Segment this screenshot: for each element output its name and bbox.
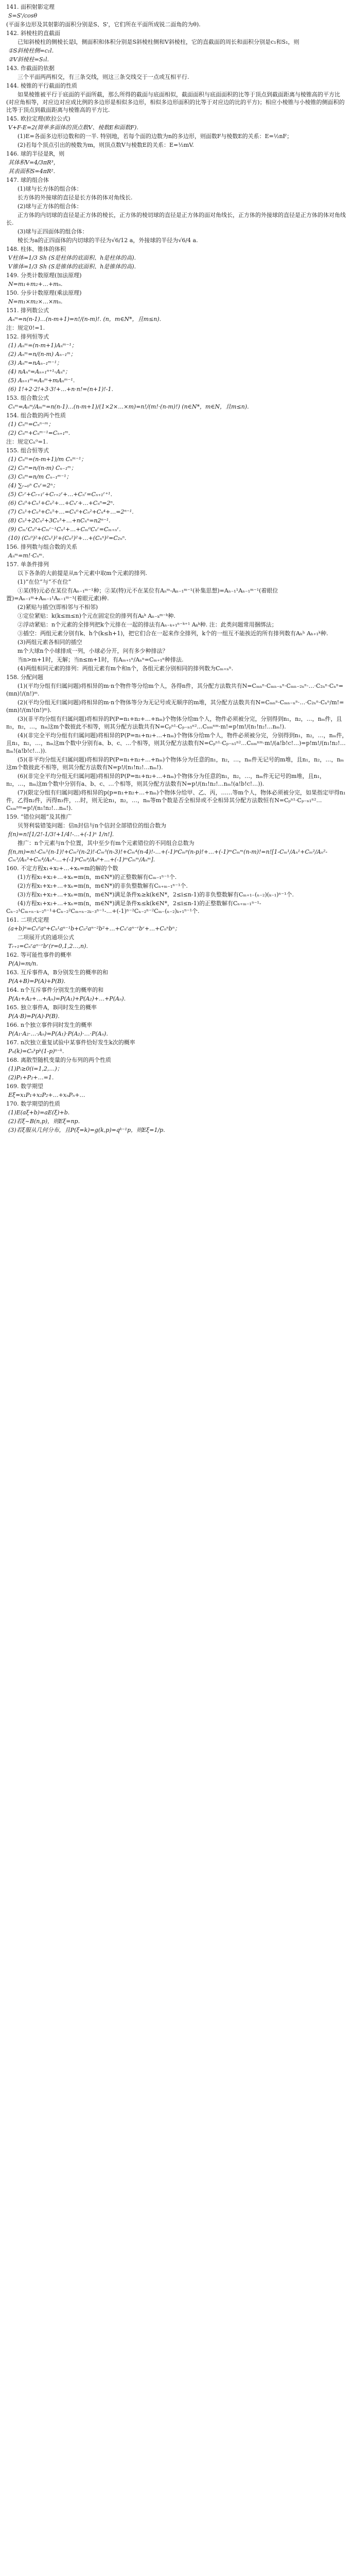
heading-170: 170. 数学期望的性质 <box>6 1100 60 1107</box>
formula-155-7: (7) Cₙ¹+Cₙ³+Cₙ⁵+…=Cₙ⁰+Cₙ²+Cₙ⁴+…=2ⁿ⁻¹. <box>8 509 134 515</box>
heading-164: 164. n个互斥事件分别发生的概率的和 <box>6 987 104 993</box>
formula-155-3: (3) Cₙᵐ=n/m Cₙ₋₁ᵐ⁻¹； <box>8 473 72 480</box>
formula-152-3: (3) Aₙᵐ=nAₙ₋₁ᵐ⁻¹； <box>8 360 63 366</box>
heading-166: 166. n个独立事件同时发生的概率 <box>6 1022 93 1028</box>
formula-167: Pₙ(k)=Cₙᵏpᵏ(1-p)ⁿ⁻ᵏ. <box>8 1048 64 1055</box>
formula-146-2: 其表面积S=4πR². <box>8 168 56 175</box>
formula-170-3: (3)若ξ服从几何分布，且P(ξ=k)=g(k,p)=qᵏ⁻¹p，则Eξ=1/p. <box>8 1127 165 1133</box>
text-147-2: (2)球与正方体的组合体： <box>17 203 82 210</box>
text-160-2: (2)方程x₁+x₂+…+xₙ=m(n，m∈N*)的非负整数解有Cₙ₊ₘ₋₁ⁿ⁻¹个. <box>17 883 188 889</box>
text-157-3b: 当n>m+1时，无解；当n≤m+1时，有Aₘ₊₁ⁿ/Aₙⁿ=Cₘ₊₁ⁿ种排法. <box>17 656 184 663</box>
heading-144: 144. 棱锥的平行截面的性质 <box>6 82 77 89</box>
heading-161: 161. 二项式定理 <box>6 917 49 923</box>
text-157-2c: ③插空：两组元素分别有k、h个(k≤h+1)，把它们合在一起来作全排列，k个的一组互不能挨近的所有排列数有Aₕʰ Aₕ₊₁ᵏ种. <box>17 630 328 637</box>
text-142: 已知斜棱柱的侧棱长是l，侧面积和体积分别是S斜棱柱侧和V斜棱柱，它的直截面的周长和面积分别是c₁和S₁，则 <box>17 39 299 45</box>
heading-148: 148. 柱体、锥体的体积 <box>6 246 66 252</box>
formula-151: Aₙᵐ=n(n-1)…(n-m+1)=n!/(n-m)!. (n，m∈N*，且m≤n). <box>8 316 162 323</box>
formula-164: P(A₁+A₂+…+Aₙ)=P(A₁)+P(A₂)+…+P(Aₙ). <box>8 995 126 1002</box>
formula-168-2: (2)P₁+P₂+…=1. <box>8 1074 54 1081</box>
formula-152-6: (6) 1!+2·2!+3·3!+…+n·n!=(n+1)!-1. <box>8 386 114 393</box>
text-158-3: (3)(非平均分组有归属问题)将相异的P(P=n₁+n₂+…+nₘ)个物体分给m个人，物件必须被分完，分别得到n₁，n₂，…，nₘ件，且n₁，n₂，…，nₘ这m个数彼此不相等，则其分配方法数共有N=Cₚⁿ¹·Cₚ₋ₙ₁ⁿ²…Cₙₘⁿᵐ·m!=p!m!/(n₁!n₂!…nₘ!). <box>6 716 342 730</box>
text-147-3b: 棱长为a的正四面体的内切球的半径为√6/12 a，外接球的半径为√6/4 a. <box>17 237 198 244</box>
formula-156: Aₙᵐ=m!·Cₙᵐ. <box>8 552 44 559</box>
text-157-3: (3)两组元素各相同的插空 <box>17 639 82 646</box>
text-157-1a: ①某(特)元必在某位有Aₙ₋₁ᵐ⁻¹种；②某(特)元不在某位有Aₙᵐ-Aₙ₋₁ᵐ⁻¹(补集思想)=Aₙ₋₁¹Aₙ₋₁ᵐ⁻¹(着眼位置)=Aₙ₋₁ᵐ+Aₘ₋₁¹Aₙ₋₁ᵐ⁻¹(着眼元素)种. <box>6 587 278 602</box>
text-157: 以下各条的大前提是从n个元素中取m个元素的排列. <box>17 570 148 577</box>
formula-155-10: (10) (Cₙ⁰)²+(Cₙ¹)²+(Cₙ²)²+…+(Cₙⁿ)²=C₂ₙⁿ. <box>8 535 127 541</box>
formula-154-2: (2) Cₙᵐ+Cₙᵐ⁻¹=Cₙ₊₁ᵐ. <box>8 430 70 436</box>
formula-163: P(A+B)=P(A)+P(B). <box>8 978 66 985</box>
formula-154-1: (1) Cₙᵐ=Cₙⁿ⁻ᵐ； <box>8 421 54 428</box>
heading-169: 169. 数学期望 <box>6 1083 43 1090</box>
text-157-1: (1)“在位”与“不在位” <box>17 579 72 585</box>
formula-148-1: V柱体=1/3 Sh (S是柱体的底面积、h是柱体的高). <box>8 255 136 261</box>
heading-151: 151. 排列数公式 <box>6 307 49 314</box>
heading-158: 158. 分配问题 <box>6 674 43 681</box>
heading-165: 165. 独立事件A，B同时发生的概率 <box>6 1004 97 1011</box>
text-158-7: (7)(限定分组有归属问题)将相异的p(p=n₁+n₂+…+nₘ)个物体分给甲、乙、丙，……等m个人，物体必须被分完，如果指定甲得n₁件，乙得n₂件，丙得n₃件，…时，则无论n₁，n₂，…，nₘ等m个数是否全相异或不全相异其分配方法数恒有N=Cₚⁿ¹·Cₚ₋ₙ₁ⁿ²…Cₙₘⁿᵐ=p!/(n₁!n₂!…nₘ!). <box>6 789 346 811</box>
formula-155-6: (6) Cₙ⁰+Cₙ¹+Cₙ²+…+Cₙʳ+…+Cₙⁿ=2ⁿ. <box>8 500 115 506</box>
heading-141: 141. 面积射影定理 <box>6 4 55 10</box>
text-144: 如果棱锥被平行于底面的平面所截，那么所得的截面与底面相似，截面面积与底面面积的比等于顶点到截面距离与棱锥高的平方比(对应角相等，对应边对应成比例的多边形是相似多边形，相似多边形面积的比等于对应边的比的平方)；相应小棱锥与小棱锥的侧面积的比等于顶点到截面距离与棱锥高的平方比. <box>6 91 345 113</box>
formula-155-4: (4) ∑ᵣ₌₀ⁿ Cₙʳ=2ⁿ； <box>8 482 59 489</box>
text-145-1: (1)E=各面多边形边数和的一半. 特别地，若每个面的边数为n的多边形，则面数F与棱数E的关系：E=½nF； <box>17 133 293 140</box>
text-141: (平面多边形及其射影的面积分别是S、S'，它们所在平面所成锐二面角的为θ). <box>6 21 201 28</box>
heading-155: 155. 组合恒等式 <box>6 447 49 454</box>
text-161: 二项展开式的通项公式 <box>17 934 74 941</box>
text-158-2: (2)(平均分组无归属问题)将相异的m·n个物体等分为无记号或无顺序的m堆，其分配方法数共有N=Cₘₙⁿ·Cₘₙ₋ₙⁿ·…·C₂ₙⁿ·Cₙⁿ/m!=(mn)!/(m!(n!)ᵐ). <box>6 699 344 714</box>
text-157-4: (4)两组相同元素的排列：两组元素有m个和n个，各组元素分别相同的排列数为Cₘ₊ₙⁿ. <box>17 665 234 672</box>
heading-160: 160. 不定方程x₁+x₂+…+xₙ=m的解的个数 <box>6 865 118 872</box>
formula-152-4: (4) nAₙⁿ=Aₙ₊₁ⁿ⁺¹-Aₙⁿ； <box>8 368 71 375</box>
text-157-2: (2)紧贴与插空(即相邻与不相邻) <box>17 604 98 611</box>
text-145-2: (2)若每个顶点引出的棱数为m，则顶点数V与棱数E的关系：E=½mV. <box>17 142 194 148</box>
text-147-3: (3)球与正四面体的组合体： <box>17 228 88 235</box>
formula-149: N=m₁+m₂+…+mₙ. <box>8 281 63 287</box>
heading-147: 147. 球的组合体 <box>6 177 49 183</box>
formula-169: Eξ=x₁P₁+x₂P₂+…+xₙPₙ+… <box>8 1092 85 1098</box>
heading-153: 153. 组合数公式 <box>6 395 49 401</box>
heading-154: 154. 组合数的两个性质 <box>6 412 66 419</box>
text-160-4: (4)方程x₁+x₂+…+xₙ=m(n，m∈N*)满足条件xᵢ≤k(k∈N*，2≤i≤n-1)的正整数解有Cₙ₊ₘ₋₁ⁿ⁻¹-Cₙ₋₂¹Cₘ₊ₙ₋ₖ₋₂ⁿ⁻¹+Cₙ₋₂²Cₘ₊ₙ₋₂ₖ₋₃ⁿ⁻¹-…+(-1)ⁿ⁻²Cₙ₋₂ⁿ⁻²Cₘ₋(ₙ₋₂)ₖ₊₁ⁿ⁻¹个. <box>6 900 261 914</box>
formula-153: Cₙᵐ=Aₙᵐ/Aₘᵐ=n(n-1)…(n-m+1)/(1×2×…×m)=n!/(m!·(n-m)!) (n∈N*，m∈N，且m≤n). <box>8 403 249 410</box>
formula-159-1: f(n)=n![1/2!-1/3!+1/4!-…+(-1)ⁿ 1/n!]. <box>8 831 114 838</box>
text-147-1: (1)球与长方体的组合体： <box>17 185 82 192</box>
formula-170-1: (1)E(aξ+b)=aE(ξ)+b. <box>8 1109 70 1116</box>
text-158-6: (6)(非完全平均分组无归属问题)将相异的P(P=n₁+n₂+…+nₘ)个物体分为任意的n₁，n₂，…，nₘ件无记号的m堆，且n₁，n₂，…，nₘ这m个数中分别有a、b、c、…个相等，则其分配方法数有N=p!/(n₁!n₂!…nₘ!(a!b!c!…)). <box>6 773 325 787</box>
note-154: 注：规定Cₙ⁰=1. <box>6 438 48 445</box>
heading-159: 159. “错位问题”及其推广 <box>6 814 72 820</box>
formula-161-2: Tᵣ₊₁=Cₙʳaⁿ⁻ʳbʳ(r=0,1,2…,n). <box>8 943 88 950</box>
formula-142-2: ②V斜棱柱=S₁l. <box>8 56 49 63</box>
heading-162: 162. 等可能性事件的概率 <box>6 952 72 958</box>
heading-167: 167. n次独立重复试验中某事件恰好发生k次的概率 <box>6 1039 135 1046</box>
formula-142-1: ①S斜棱柱侧=c₁l. <box>8 47 54 54</box>
heading-150: 150. 分步计数原理(乘法原理) <box>6 290 82 296</box>
text-157-2b: ②浮动紧贴：n个元素的全排列把k个元排在一起的排法有Aₙ₋ₖ₊₁ⁿ⁻ᵏ⁺¹ Aₖᵏ种. 注：此类问题常用捆绑法； <box>17 621 277 628</box>
formula-148-2: V锥体=1/3 Sh (S是锥体的底面积、h是锥体的高). <box>8 263 136 270</box>
text-158-1: (1)(平均分组有归属问题)将相异的m·n个物件等分给m个人，各得n件，其分配方法数共有N=Cₘₙⁿ·Cₘₙ₋ₙⁿ·Cₘₙ₋₂ₙⁿ·…·C₂ₙⁿ·Cₙⁿ=(mn)!/(n!)ᵐ. <box>6 683 344 697</box>
heading-143: 143. 作截面的依据 <box>6 65 55 72</box>
heading-149: 149. 分类计数原理(加法原理) <box>6 272 82 279</box>
heading-152: 152. 排列恒等式 <box>6 333 49 340</box>
formula-152-2: (2) Aₙᵐ=n/(n-m) Aₙ₋₁ᵐ； <box>8 351 76 358</box>
formula-168-1: (1)Pᵢ≥0(i=1,2,…)； <box>8 1065 63 1072</box>
formula-141: S=S'/cosθ <box>8 12 38 19</box>
formula-166: P(A₁·A₂·…·Aₙ)=P(A₁)·P(A₂)·…·P(Aₙ). <box>8 1030 108 1037</box>
formula-145: V+F-E=2(简单多面体的顶点数V、棱数E和面数F). <box>8 124 138 131</box>
heading-156: 156. 排列数与组合数的关系 <box>6 544 77 550</box>
heading-163: 163. 互斥事件A，B分别发生的概率的和 <box>6 969 109 976</box>
text-157-3a: m个大球n个小球排成一列，小球必分开，问有多少种排法？ <box>17 648 168 654</box>
heading-168: 168. 离散型随机变量的分布列的两个性质 <box>6 1057 111 1063</box>
formula-150: N=m₁×m₂×…×mₙ. <box>8 298 63 305</box>
text-159-2: 推广：n个元素与n个位置，其中至少有m个元素错位的不同组合总数为 <box>17 840 195 846</box>
formula-155-1: (1) Cₙᵐ=(n-m+1)/m Cₙᵐ⁻¹； <box>8 456 87 463</box>
formula-159-2: f(n,m)=n!-Cₘ¹(n-1)!+Cₘ²(n-2)!-Cₘ³(n-3)!+Cₘ⁴(n-4)!-…+(-1)ᵖCₘᵖ(n-p)!+…+(-1)ᵐCₘᵐ(n-m)!=n![1-Cₘ¹/Aₙ¹+Cₘ²/Aₙ²-Cₘ³/Aₙ³+Cₘ⁴/Aₙ⁴-…+(-1)ᵖCₘᵖ/Aₙᵖ+…+(-1)ᵐCₘᵐ/Aₙᵐ]. <box>8 849 328 863</box>
heading-145: 145. 欧拉定理(欧拉公式) <box>6 115 70 122</box>
formula-161: (a+b)ⁿ=Cₙ⁰aⁿ+Cₙ¹aⁿ⁻¹b+Cₙ²aⁿ⁻²b²+…+Cₙʳaⁿ⁻ʳbʳ+…+Cₙⁿbⁿ； <box>8 925 181 932</box>
text-147-1b: 长方体的外接球的直径是长方体的体对角线长. <box>17 194 133 201</box>
text-157-2a: ①定位紧贴：k(k≤m≤n)个元在固定位的排列有Aₖᵏ Aₙ₋ₖᵐ⁻ᵏ种. <box>17 613 175 619</box>
formula-155-8: (8) Cₙ¹+2Cₙ²+3Cₙ³+…+nCₙⁿ=n2ⁿ⁻¹. <box>8 517 111 524</box>
text-147-2b: 正方体的内切球的直径是正方体的棱长，正方体的棱切球的直径是正方体的面对角线长，正方体的外接球的直径是正方体的体对角线长. <box>6 212 346 226</box>
text-158-5: (5)(非平均分组无归属问题)将相异的P(P=n₁+n₂+…+nₘ)个物体分为任意的n₁，n₂，…，nₘ件无记号的m堆，且n₁，n₂，…，nₘ这m个数彼此不相等，则其分配方法数有N=p!/(n₁!n₂!…nₘ!). <box>6 756 344 771</box>
heading-142: 142. 斜棱柱的直截面 <box>6 30 60 37</box>
formula-155-5: (5) Cᵣʳ+Cᵣ₊₁ʳ+Cᵣ₊₂ʳ+…+Cₙʳ=Cₙ₊₁ʳ⁺¹. <box>8 491 113 498</box>
formula-162: P(A)=m/n. <box>8 960 38 967</box>
heading-157: 157. 单条件排列 <box>6 561 49 568</box>
formula-155-2: (2) Cₙᵐ=n/(n-m) Cₙ₋₁ᵐ； <box>8 465 77 471</box>
text-160-3: (3)方程x₁+x₂+…+xₙ=m(n，m∈N*)满足条件xᵢ≥k(k∈N*，2≤i≤n-1)的非负整数解有Cₘ₊₁₋(ₙ₋₂)(ₖ₋₁)ⁿ⁻¹个. <box>17 891 294 898</box>
formula-155-9: (9) CₘʳCₙ⁰+Cₘʳ⁻¹Cₙ¹+…+Cₘ⁰Cₙʳ=Cₘ₊ₙʳ. <box>8 526 121 533</box>
text-160-1: (1)方程x₁+x₂+…+xₙ=m(n，m∈N*)的正整数解有Cₘ₋₁ⁿ⁻¹个. <box>17 874 177 880</box>
text-158-4: (4)(非完全平均分组有归属问题)将相异的P(P=n₁+n₂+…+nₘ)个物体分给m个人，物件必须被分完，分别得到n₁，n₂，…，nₘ件，且n₁，n₂，…，nₘ这m个数中分别有a、b、c、…个相等，则其分配方法数有N=Cₚⁿ¹·Cₚ₋ₙ₁ⁿ²…Cₙₘⁿᵐ·m!/(a!b!c!…)=p!m!/(n₁!n₂!…nₘ!(a!b!c!…)). <box>6 732 348 754</box>
formula-165: P(A·B)=P(A)·P(B). <box>8 1013 60 1020</box>
note-151: 注：规定0!=1. <box>6 325 45 331</box>
formula-146-1: 其体积V=4/3πR³， <box>8 159 59 166</box>
formula-170-2: (2)若ξ~B(n,p)，则Eξ=np. <box>8 1118 80 1125</box>
text-159: 贝努利装错笺问题：信n封信与n个信封全部错位的组合数为 <box>17 822 167 829</box>
formula-152-1: (1) Aₙᵐ=(n-m+1)Aₙᵐ⁻¹； <box>8 342 77 349</box>
heading-146: 146. 球的半径是R，则 <box>6 150 65 157</box>
text-143: 三个平面两两相交，有三条交线，则这三条交线交于一点或互相平行. <box>17 74 189 80</box>
formula-152-5: (5) Aₙ₊₁ᵐ=Aₙᵐ+mAₙᵐ⁻¹. <box>8 377 75 384</box>
